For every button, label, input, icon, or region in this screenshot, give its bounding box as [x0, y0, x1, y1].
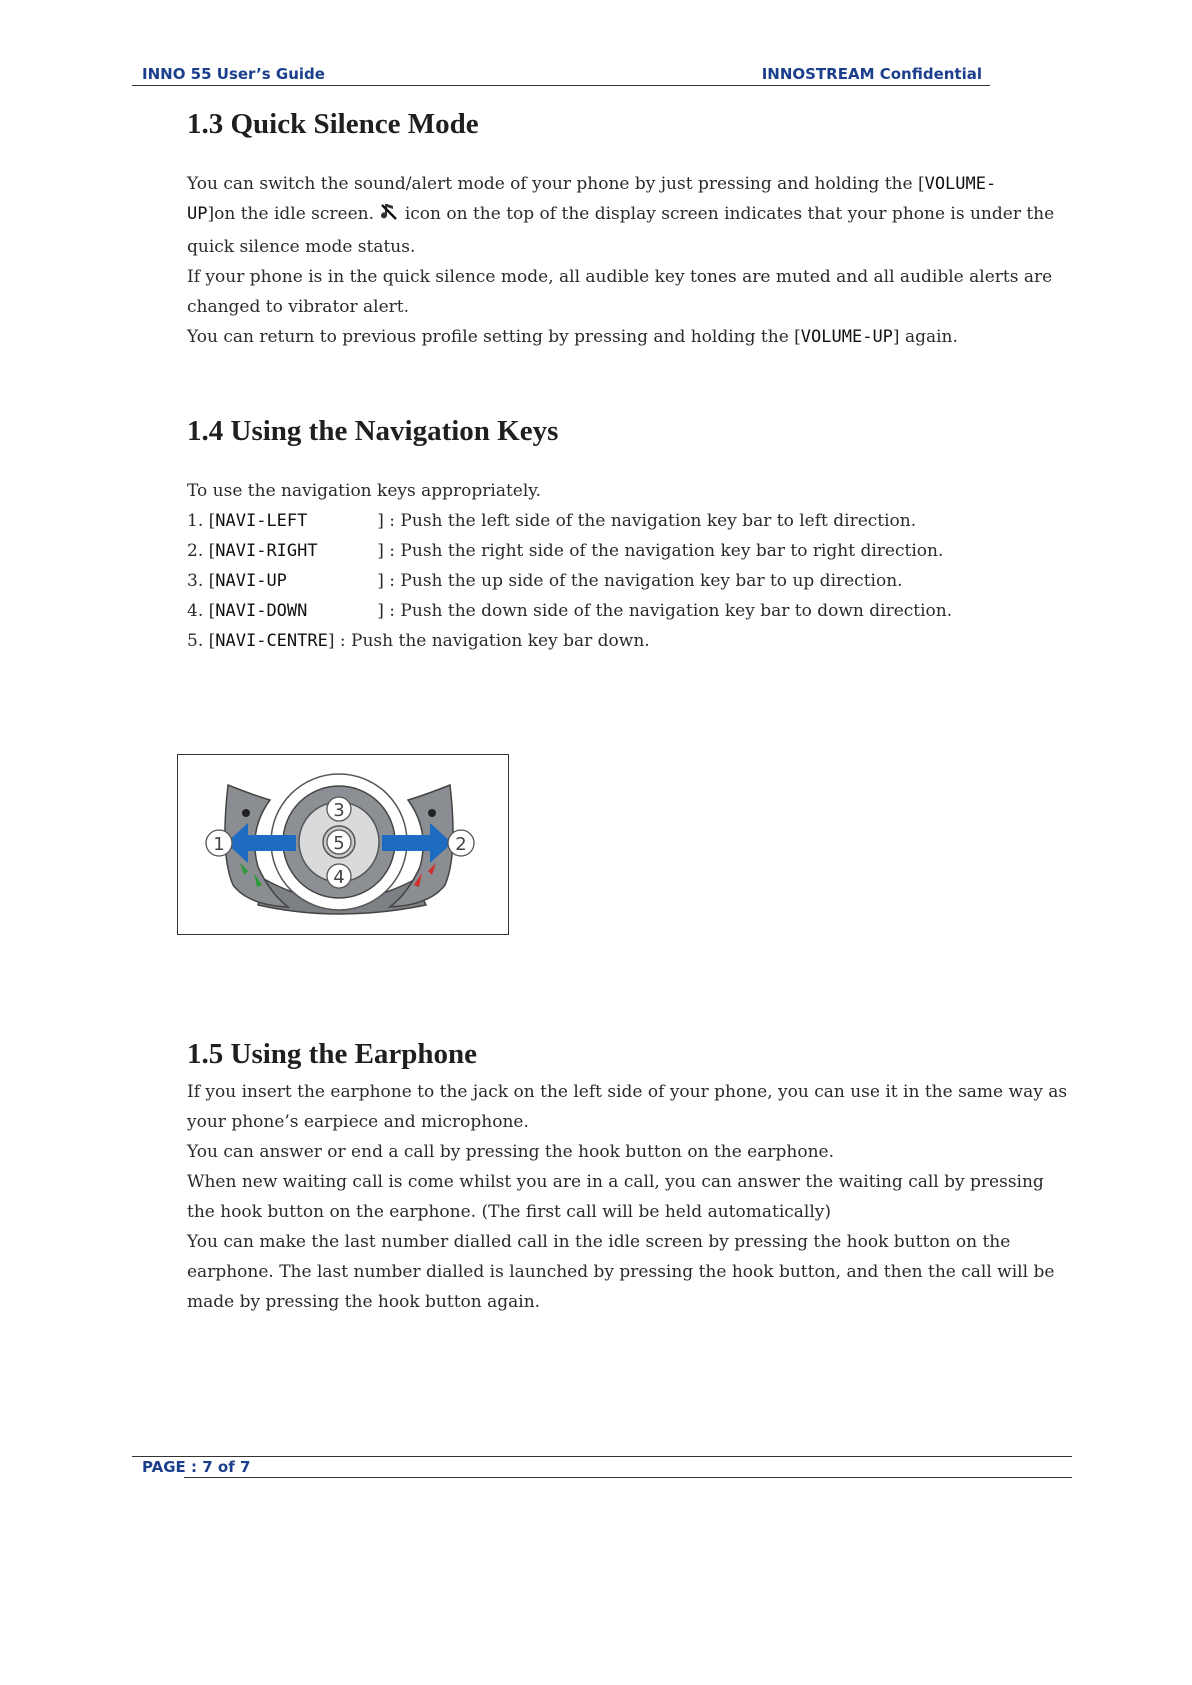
key-label: NAVI-LEFT — [215, 511, 308, 531]
list-item — [187, 536, 1077, 566]
label-1: 1 — [213, 834, 225, 855]
paragraph: To use the navigation keys appropriately. — [187, 481, 542, 501]
text-run: You can switch the sound/alert mode of your phone by just pressing and holding the [ — [187, 174, 925, 194]
item-description: ] : Push the up side of the navigation key bar to up direction. — [377, 571, 903, 591]
footer-rule — [132, 1456, 1072, 1457]
section-body — [187, 169, 1077, 352]
paragraph: If your phone is in the quick silence mode, all audible key tones are muted and all audible alerts are changed to vibrator alert. — [187, 267, 1053, 317]
header-confidential: INNOSTREAM Confidential — [761, 65, 982, 83]
text-run: ]on the idle screen. — [207, 204, 380, 224]
page-header — [132, 63, 990, 86]
item-description: ] : Push the navigation key bar down. — [327, 631, 650, 651]
key-label: UP — [187, 204, 208, 224]
paragraph: If you insert the earphone to the jack on the left side of your phone, you can use it in the same way as your phone’s earpiece and microphone. — [187, 1082, 1068, 1132]
item-description: ] : Push the down side of the navigation key bar to down direction. — [377, 601, 953, 621]
mute-icon — [379, 202, 399, 232]
label-5: 5 — [333, 833, 345, 854]
text-run: You can return to previous profile setting by pressing and holding the [ — [187, 327, 801, 347]
right-dot — [428, 809, 436, 817]
navigation-key-list — [187, 506, 1077, 656]
key-label: NAVI-DOWN — [215, 601, 308, 621]
paragraph: When new waiting call is come whilst you are in a call, you can answer the waiting call by pressing the hook button on the earphone. (The first call will be held automatically) — [187, 1172, 1044, 1222]
item-number: 1. [ — [187, 511, 216, 531]
section-title: 1.5 Using the Earphone — [187, 1038, 478, 1070]
list-item — [187, 596, 1077, 626]
section-body — [187, 476, 1077, 656]
list-item — [187, 506, 1077, 536]
key-label: NAVI-CENTRE — [215, 631, 328, 651]
footer-rule — [184, 1477, 1072, 1478]
paragraph: You can answer or end a call by pressing the hook button on the earphone. — [187, 1142, 834, 1162]
section-quick-silence — [187, 108, 1077, 352]
key-label: VOLUME-UP — [800, 327, 893, 347]
label-3: 3 — [333, 800, 345, 821]
key-label: NAVI-RIGHT — [215, 541, 318, 561]
item-number: 3. [ — [187, 571, 216, 591]
section-title: 1.4 Using the Navigation Keys — [187, 415, 559, 447]
navigation-key-figure — [177, 754, 509, 935]
navigation-key-diagram — [178, 755, 508, 934]
header-doc-title: INNO 55 User’s Guide — [142, 65, 325, 83]
label-2: 2 — [455, 834, 467, 855]
section-title: 1.3 Quick Silence Mode — [187, 108, 479, 140]
key-label: VOLUME- — [924, 174, 997, 194]
paragraph — [187, 322, 1077, 352]
text-run: ] again. — [892, 327, 958, 347]
section-navigation-keys — [187, 415, 1077, 656]
item-number: 2. [ — [187, 541, 216, 561]
paragraph: You can make the last number dialled call in the idle screen by pressing the hook button on the earphone. The last number dialled is launched by pressing the hook button, and then the call will be made by pressing the hook button again. — [187, 1232, 1055, 1312]
section-earphone — [187, 1038, 1077, 1317]
key-label: NAVI-UP — [215, 571, 287, 591]
paragraph — [187, 169, 1077, 262]
item-number: 5. [ — [187, 631, 216, 651]
list-item — [187, 566, 1077, 596]
text-run: icon on the top of the display screen indicates that your phone is under the quick silence mode status. — [187, 204, 1055, 257]
item-description: ] : Push the right side of the navigation key bar to right direction. — [377, 541, 944, 561]
section-body — [187, 1077, 1077, 1317]
page-number: PAGE : 7 of 7 — [142, 1458, 251, 1476]
page-footer — [132, 1456, 1072, 1478]
item-description: ] : Push the left side of the navigation key bar to left direction. — [377, 511, 917, 531]
label-4: 4 — [333, 867, 345, 888]
item-number: 4. [ — [187, 601, 216, 621]
left-dot — [242, 809, 250, 817]
list-item — [187, 626, 1077, 656]
